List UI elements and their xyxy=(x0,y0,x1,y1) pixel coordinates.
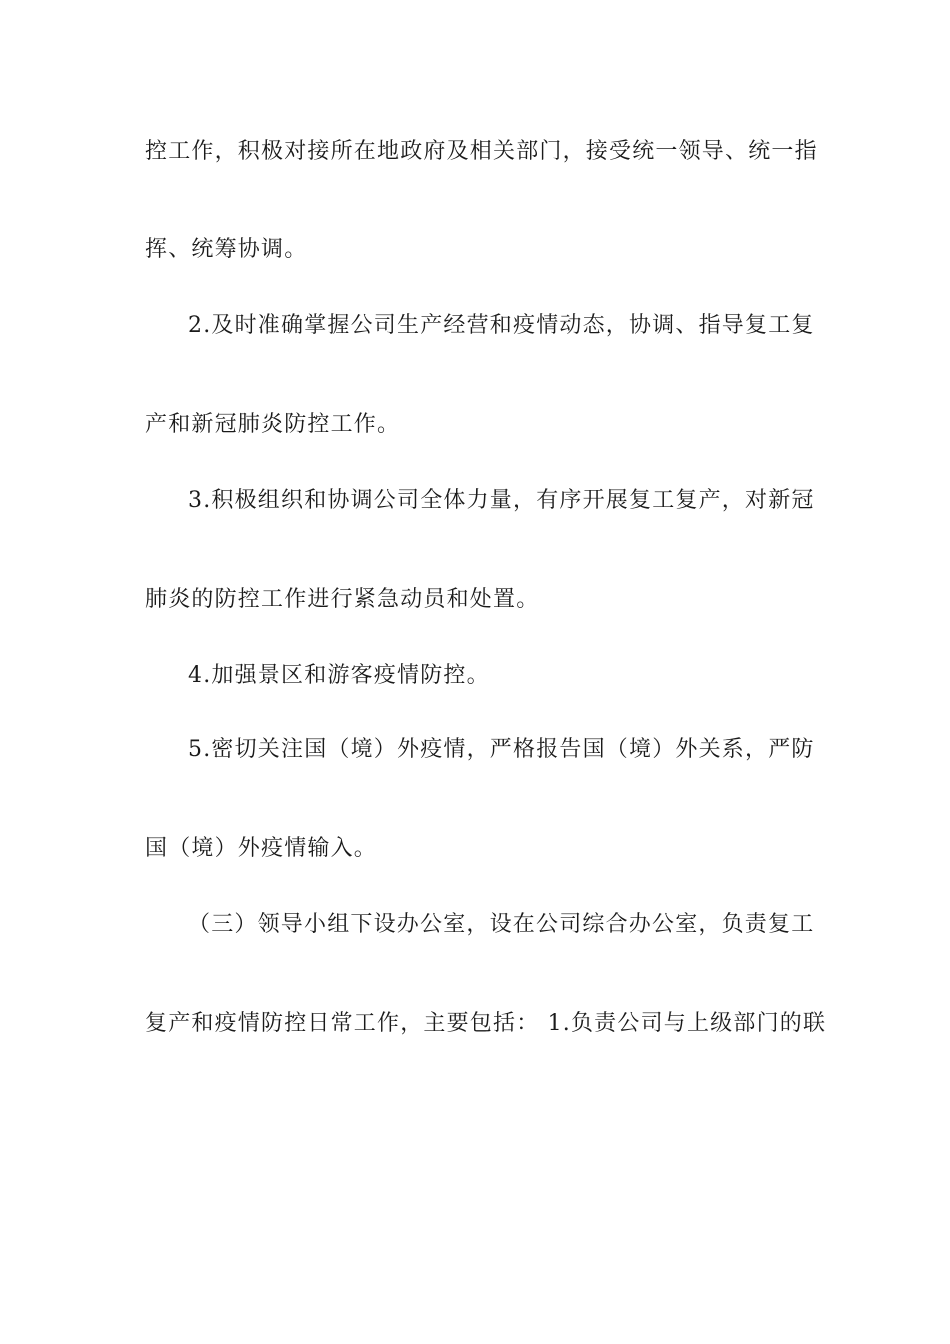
list-item-3-line: 3.积极组织和协调公司全体力量，有序开展复工复产，对新冠 xyxy=(188,488,815,513)
paragraph-line: 肺炎的防控工作进行紧急动员和处置。 xyxy=(145,587,540,612)
paragraph-line: 控工作，积极对接所在地政府及相关部门，接受统一领导、统一指 xyxy=(145,139,818,164)
list-item-2-line: 2.及时准确掌握公司生产经营和疫情动态，协调、指导复工复 xyxy=(188,313,815,338)
paragraph-line: 国（境）外疫情输入。 xyxy=(145,836,378,861)
paragraph-line: 挥、统筹协调。 xyxy=(145,237,308,262)
paragraph-line: 产和新冠肺炎防控工作。 xyxy=(145,412,401,437)
list-item-4-line: 4.加强景区和游客疫情防控。 xyxy=(188,663,490,688)
paragraph-line: 复产和疫情防控日常工作，主要包括： 1.负责公司与上级部门的联 xyxy=(145,1011,827,1036)
list-item-5-line: 5.密切关注国（境）外疫情，严格报告国（境）外关系，严防 xyxy=(188,737,815,762)
section-3-line: （三）领导小组下设办公室，设在公司综合办公室，负责复工 xyxy=(188,912,815,937)
